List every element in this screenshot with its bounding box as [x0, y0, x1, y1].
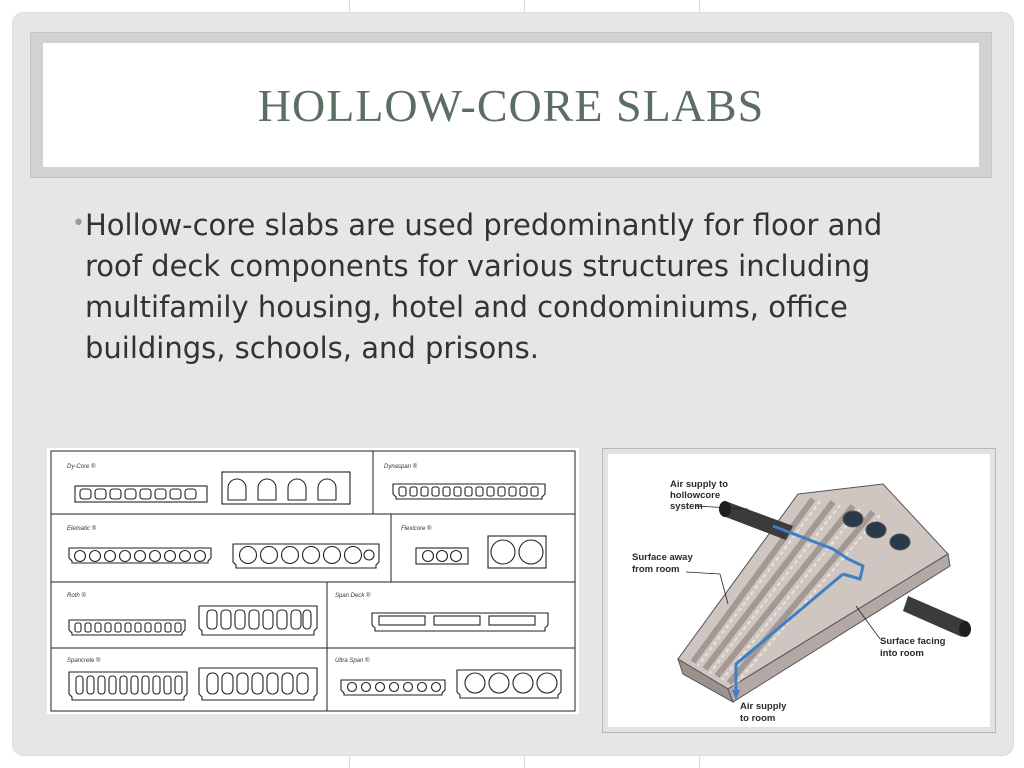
slab-label-flexicore: Flexicore ®: [401, 526, 432, 532]
label-air-supply-room-2: to room: [740, 713, 776, 724]
label-air-supply-system-3: system: [670, 501, 703, 512]
air-supply-diagram: [608, 454, 990, 727]
title-frame: [30, 32, 992, 178]
title-panel: [43, 43, 979, 167]
hollowcore-air-supply-figure: [603, 449, 995, 732]
label-surface-away-1: Surface away: [632, 552, 693, 563]
label-surface-away-2: from room: [632, 564, 680, 575]
slide-title: HOLLOW-CORE SLABS: [257, 79, 765, 131]
label-air-supply-room-1: Air supply: [740, 701, 787, 712]
slab-label-spancrete: Spancrete ®: [67, 658, 101, 664]
bullet-marker: •: [72, 211, 85, 236]
slab-label-elematic: Elematic ®: [67, 526, 97, 532]
slab-types-drawing: [47, 448, 579, 714]
bullet-item: [72, 205, 942, 369]
slab-types-figure: [47, 448, 579, 714]
label-air-supply-system-2: hollowcore: [670, 490, 721, 501]
bullet-text: Hollow-core slabs are used predominantly for floor and roof deck components for various structures including multifamily housing, hotel and condominiums, office buildings, schools, and prisons.: [84, 208, 883, 365]
label-surface-facing-2: into room: [880, 648, 924, 659]
slab-label-dynaspan: Dynaspan ®: [384, 464, 418, 470]
slab-label-span-deck: Span Deck ®: [335, 593, 371, 599]
label-air-supply-system-1: Air supply to: [670, 479, 729, 490]
label-surface-facing-1: Surface facing: [880, 636, 946, 647]
slab-label-dy-core: Dy-Core ®: [67, 464, 96, 470]
slab-label-roth: Roth ®: [67, 593, 86, 599]
slab-label-ultra-span: Ultra Span ®: [335, 658, 370, 664]
